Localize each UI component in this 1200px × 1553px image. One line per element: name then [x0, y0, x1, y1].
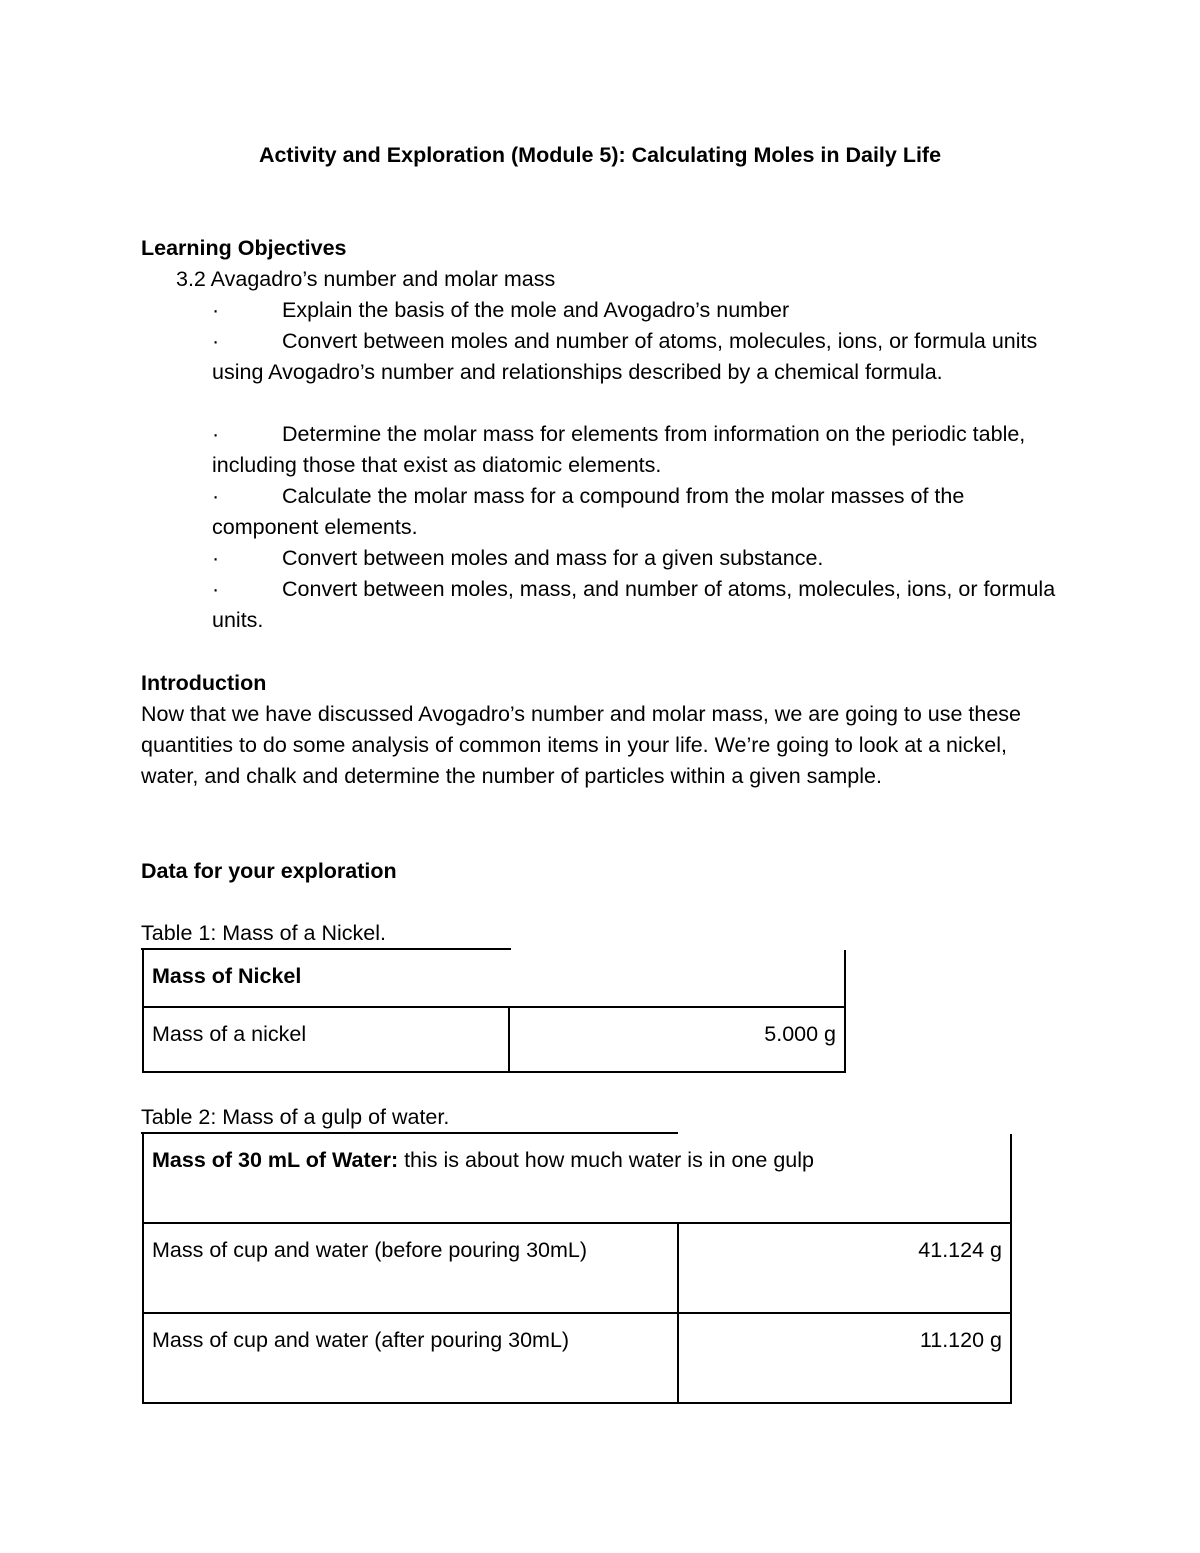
- bullet-icon: ·: [212, 298, 220, 322]
- objective-item: · Convert between moles and number of atoms, molecules, ions, or formula units using Avogadro’s number and relationships described by a chemical formula.: [212, 326, 1072, 388]
- bullet-icon: ·: [212, 577, 220, 601]
- row-value: 41.124 g: [678, 1223, 1011, 1313]
- table-header-row: [143, 1134, 1011, 1223]
- row-label: Mass of cup and water (after pouring 30mL): [143, 1313, 678, 1403]
- row-value: 5.000 g: [509, 1007, 845, 1072]
- table-header-row: [143, 950, 845, 1007]
- data-heading: Data for your exploration: [141, 859, 397, 883]
- objectives-heading: Learning Objectives: [141, 236, 347, 260]
- table1-header: Mass of Nickel: [143, 950, 845, 1007]
- objective-item: · Explain the basis of the mole and Avogadro’s number: [212, 295, 1072, 326]
- table2-caption: Table 2: Mass of a gulp of water.: [141, 1105, 450, 1129]
- page-title: Activity and Exploration (Module 5): Calculating Moles in Daily Life: [258, 143, 942, 167]
- table-row: [143, 1313, 1011, 1403]
- bullet-icon: ·: [212, 546, 220, 570]
- bullet-icon: ·: [212, 329, 220, 353]
- row-value: 11.120 g: [678, 1313, 1011, 1403]
- nickel-table: [142, 950, 846, 1073]
- objectives-section: 3.2 Avagadro’s number and molar mass: [176, 267, 556, 291]
- table-row: [143, 1007, 845, 1072]
- table1-caption: Table 1: Mass of a Nickel.: [141, 921, 386, 945]
- table-row: [143, 1223, 1011, 1313]
- objective-item: · Determine the molar mass for elements from information on the periodic table, including those that exist as diatomic elements.: [212, 419, 1072, 481]
- objective-item: · Calculate the molar mass for a compound from the molar masses of the component elements.: [212, 481, 1072, 543]
- water-table: [142, 1134, 1012, 1404]
- introduction-heading: Introduction: [141, 671, 267, 695]
- row-label: Mass of a nickel: [143, 1007, 509, 1072]
- objective-item: · Convert between moles, mass, and number of atoms, molecules, ions, or formula units.: [212, 574, 1072, 636]
- objective-item: · Convert between moles and mass for a given substance.: [212, 543, 1072, 574]
- introduction-text: Now that we have discussed Avogadro’s number and molar mass, we are going to use these quantities to do some analysis of common items in your life. We’re going to look at a nickel, water, and chalk and determine the number of particles within a given sample.: [141, 702, 1022, 788]
- table2-header: Mass of 30 mL of Water: this is about how much water is in one gulp: [143, 1134, 1011, 1223]
- row-label: Mass of cup and water (before pouring 30mL): [143, 1223, 678, 1313]
- bullet-icon: ·: [212, 422, 220, 446]
- bullet-icon: ·: [212, 484, 220, 508]
